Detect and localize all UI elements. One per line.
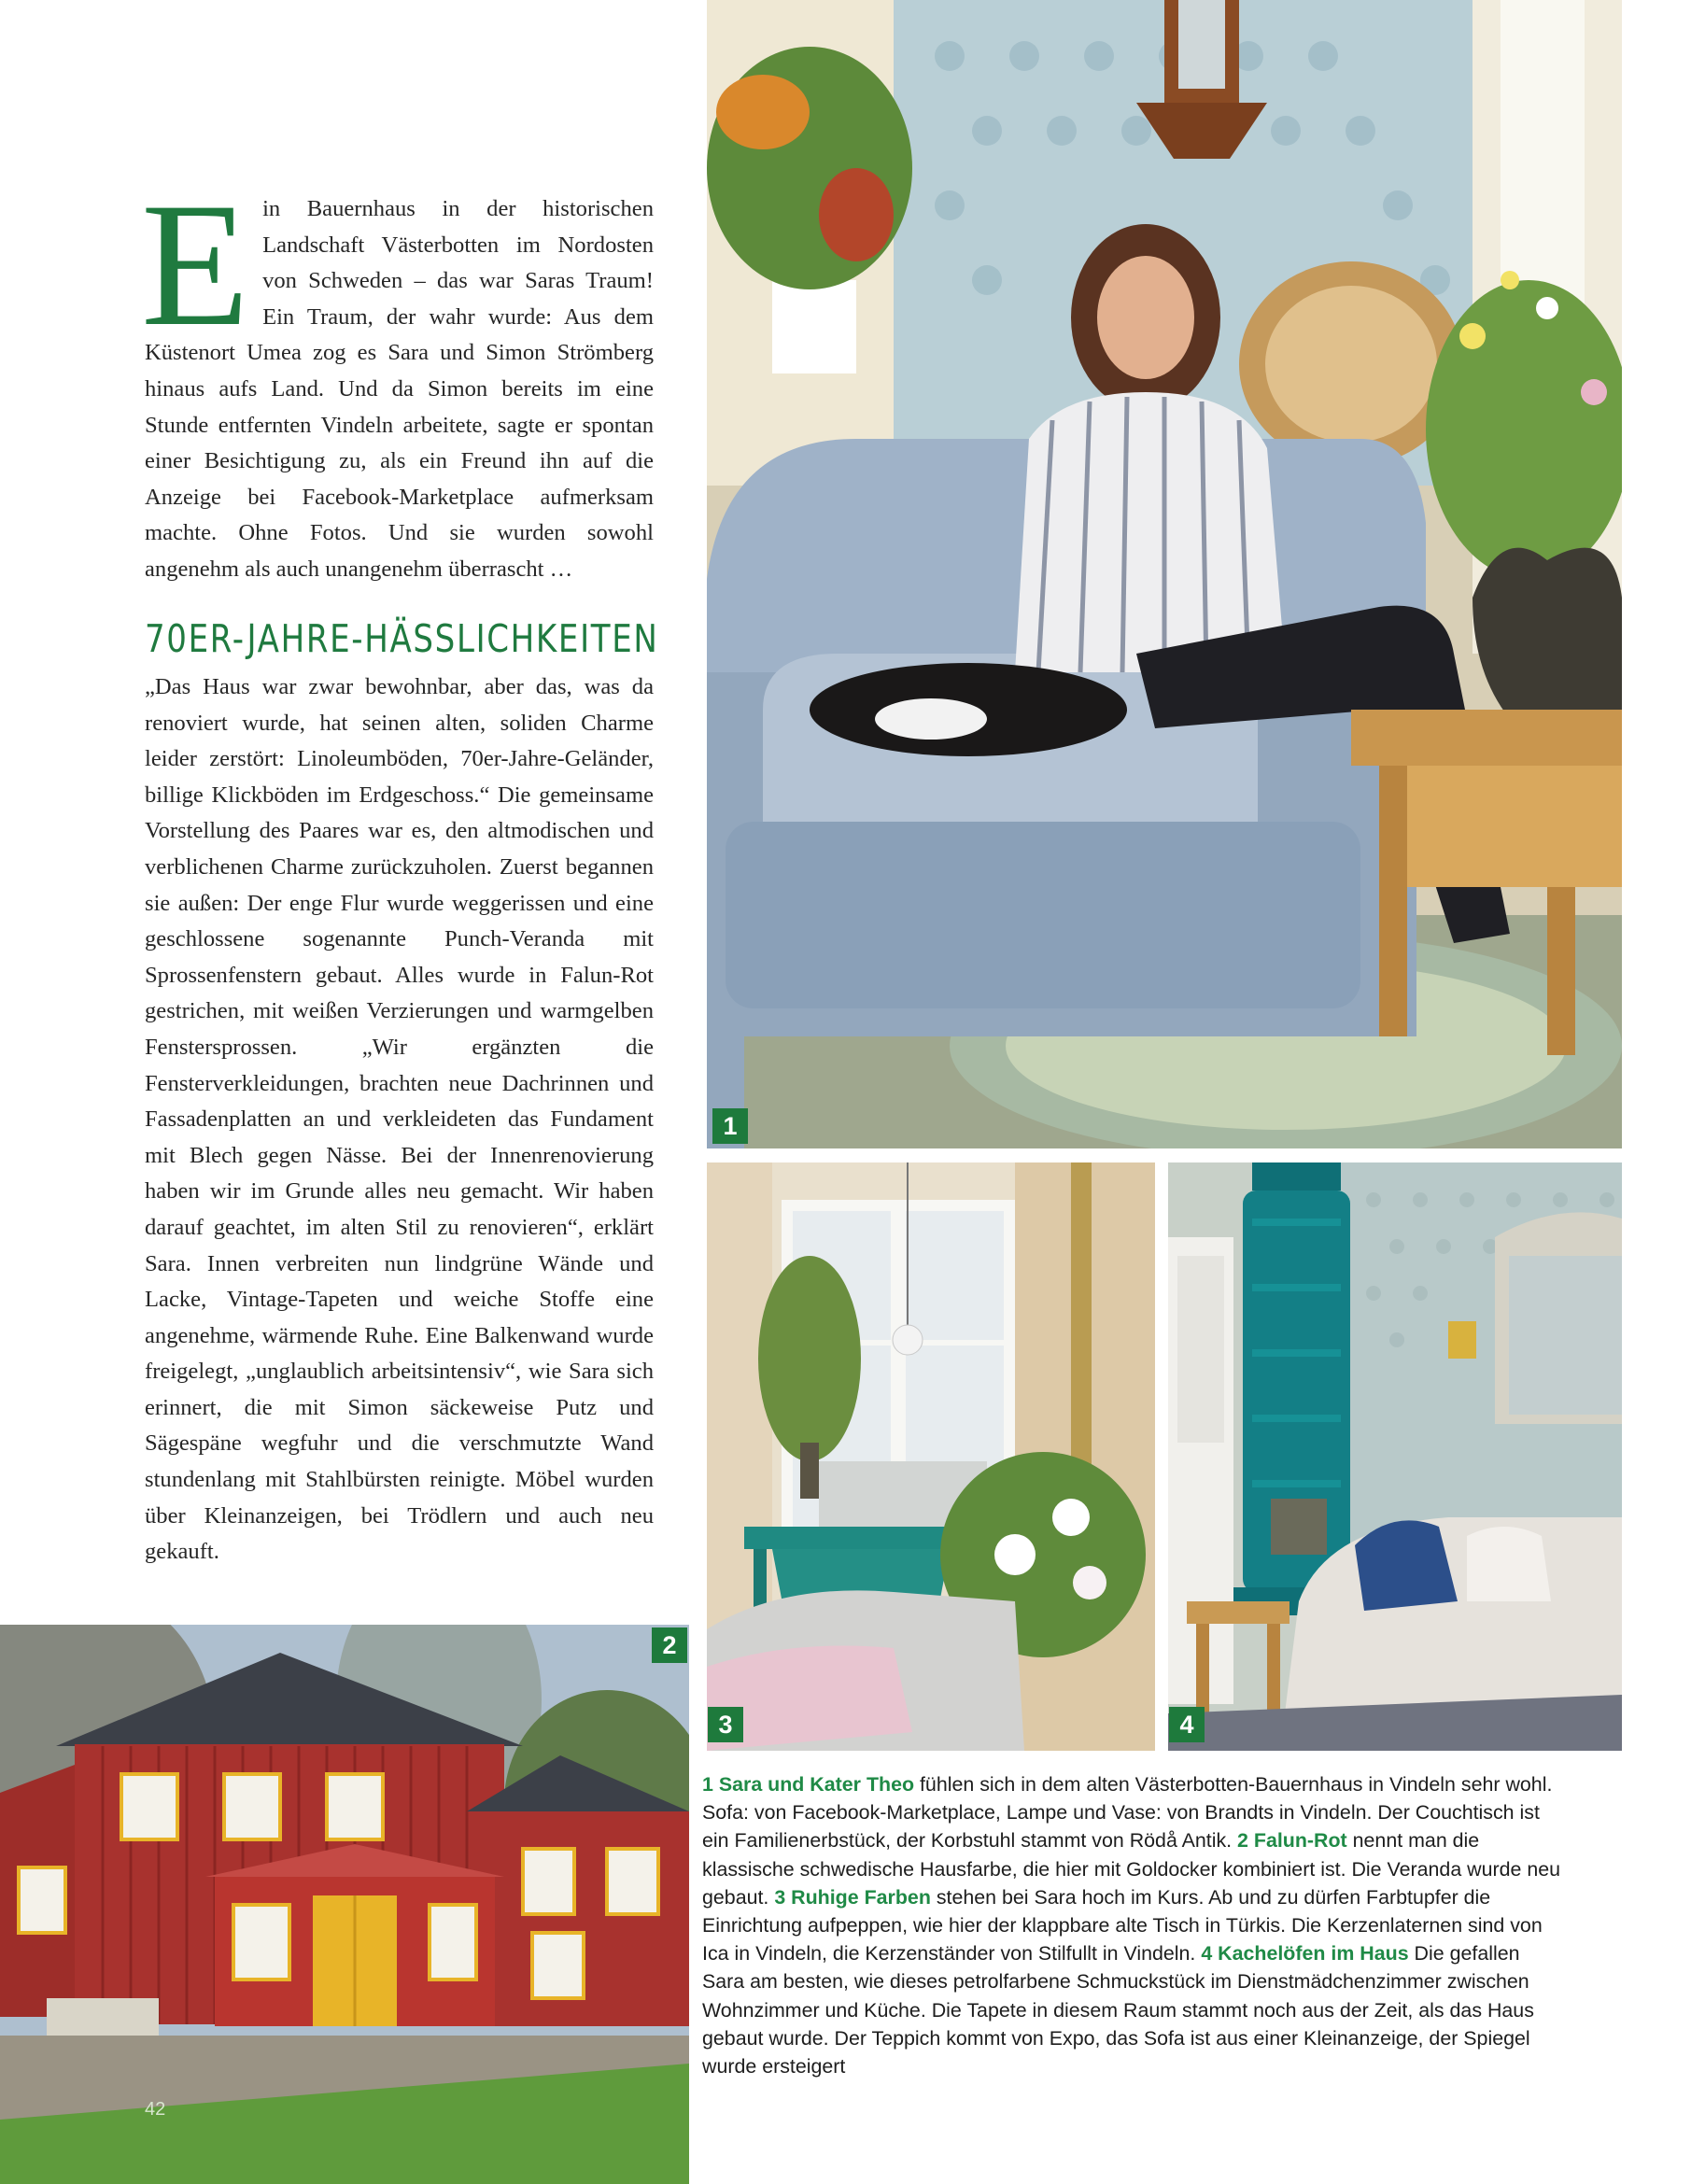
caption-2-text: nennt man die klassische schwedische Hausfarbe, die hier mit Goldocker kombiniert ist. Die Veranda wurde neu gebaut. — [702, 1829, 1561, 1909]
section-heading: 70ER-JAHRE-HÄSSLICHKEITEN — [145, 616, 659, 661]
page-number: 42 — [145, 2099, 166, 2120]
intro-paragraph — [141, 167, 654, 588]
photo-captions — [702, 1770, 1563, 2080]
photo-number-badge: 1 — [712, 1108, 748, 1144]
tiled-stove-illustration — [1168, 1162, 1622, 1751]
caption-1-title: 1 Sara und Kater Theo — [702, 1773, 915, 1796]
caption-2-title: 2 Falun-Rot — [1237, 1829, 1347, 1853]
caption-1-text: fühlen sich in dem alten Västerbotten-Bauernhaus in Vindeln sehr wohl. Sofa: von Facebook-Marketplace, Lampe und Vase: von Brandts in Vindeln. Der Couchtisch ist ein Familienerbstück, der Korbstuhl stammt von Rödå Antik. — [702, 1773, 1553, 1853]
body-paragraph: „Das Haus war zwar bewohnbar, aber das, was da renoviert wurde, hat seinen alten, soliden Charme leider zerstört: Linoleumböden, 70er-Jahre-Geländer, billige Klickböden im Erdgeschoss.“ Die gemeinsame Vorstellung des Paares war es, den altmodischen und verblichenen Charme zurückzuholen. Zuerst begannen sie außen: Der enge Flur wurde weggerissen und eine geschlossene sogenannte Punch-Veranda mit Sprossenfenstern gebaut. Alles wurde in Falun-Rot gestrichen, mit weißen Verzierungen und warmgelben Fenstersprossen. „Wir ergänzten die Fensterverkleidungen, brachten neue Dachrinnen und Fassadenplatten an und verkleideten das Fundament mit Blech gegen Nässe. Bei der Innenrenovierung haben wir im Grunde alles neu gemacht. Wir haben darauf geachtet, im alten Stil zu renovieren“, erklärt Sara. Innen verbreiten nun lindgrüne Wände und Lacke, Vintage-Tapeten und weiche Stoffe eine angenehme, wärmende Ruhe. Eine Balkenwand wurde freigelegt, „unglaublich arbeitsintensiv“, wie Sara sich erinnert, die mit Simon säckeweise Putz und Sägespäne wegfuhr und die verschmutzte Wand stundenlang mit Stahlbürsten reinigte. Möbel wurden über Kleinanzeigen, bei Trödlern und auch neu gekauft. — [145, 674, 654, 1565]
intro-text: in Bauernhaus in der historischen Landschaft Västerbotten im Nordosten von Schweden – das war Saras Traum! Ein Traum, der wahr wurde: Aus dem Küstenort Umea zog es Sara und Simon Strömberg hinaus aufs Land. Und da Simon bereits im eine Stunde entfernten Vindeln arbeitete, sagte er spontan einer Besichtigung zu, als ein Freund ihn auf die Anzeige bei Facebook-Marketplace aufmerksam machte. Ohne Fotos. Und sie wurden sowohl angenehm als auch unangenehm überrascht … — [145, 196, 654, 582]
drop-cap: E — [141, 167, 250, 363]
photo-red-farmhouse — [0, 1625, 689, 2184]
caption-4-text: Die gefallen Sara am besten, wie dieses petrolfarbene Schmuckstück im Dienstmädchenzimmer zwischen Wohnzimmer und Küche. Die Tapete in diesem Raum stammt noch aus der Zeit, als das Haus gebaut wurde. Der Teppich kommt von Expo, das Sofa ist aus einer Kleinanzeige, der Spiegel wurde ersteigert — [702, 1942, 1534, 2078]
photo-window-corner — [707, 1162, 1155, 1751]
photo-number-badge: 4 — [1169, 1707, 1205, 1742]
living-room-illustration — [707, 0, 1622, 1148]
photo-number-badge: 3 — [708, 1707, 743, 1742]
photo-living-room — [707, 0, 1622, 1148]
photo-number-badge: 2 — [652, 1627, 687, 1663]
caption-3-text: stehen bei Sara hoch im Kurs. Ab und zu dürfen Farbtupfer die Einrichtung aufpeppen, wie hier der klappbare alte Tisch in Türkis. Die Kerzenlaternen sind von Ica in Vindeln, die Kerzenständer von Stilfullt in Vindeln. — [702, 1885, 1543, 1966]
caption-4-title: 4 Kachelöfen im Haus — [1201, 1942, 1409, 1966]
photo-tiled-stove — [1168, 1162, 1622, 1751]
caption-3-title: 3 Ruhige Farben — [774, 1885, 931, 1909]
farmhouse-illustration — [0, 1625, 689, 2184]
window-corner-illustration — [707, 1162, 1155, 1751]
